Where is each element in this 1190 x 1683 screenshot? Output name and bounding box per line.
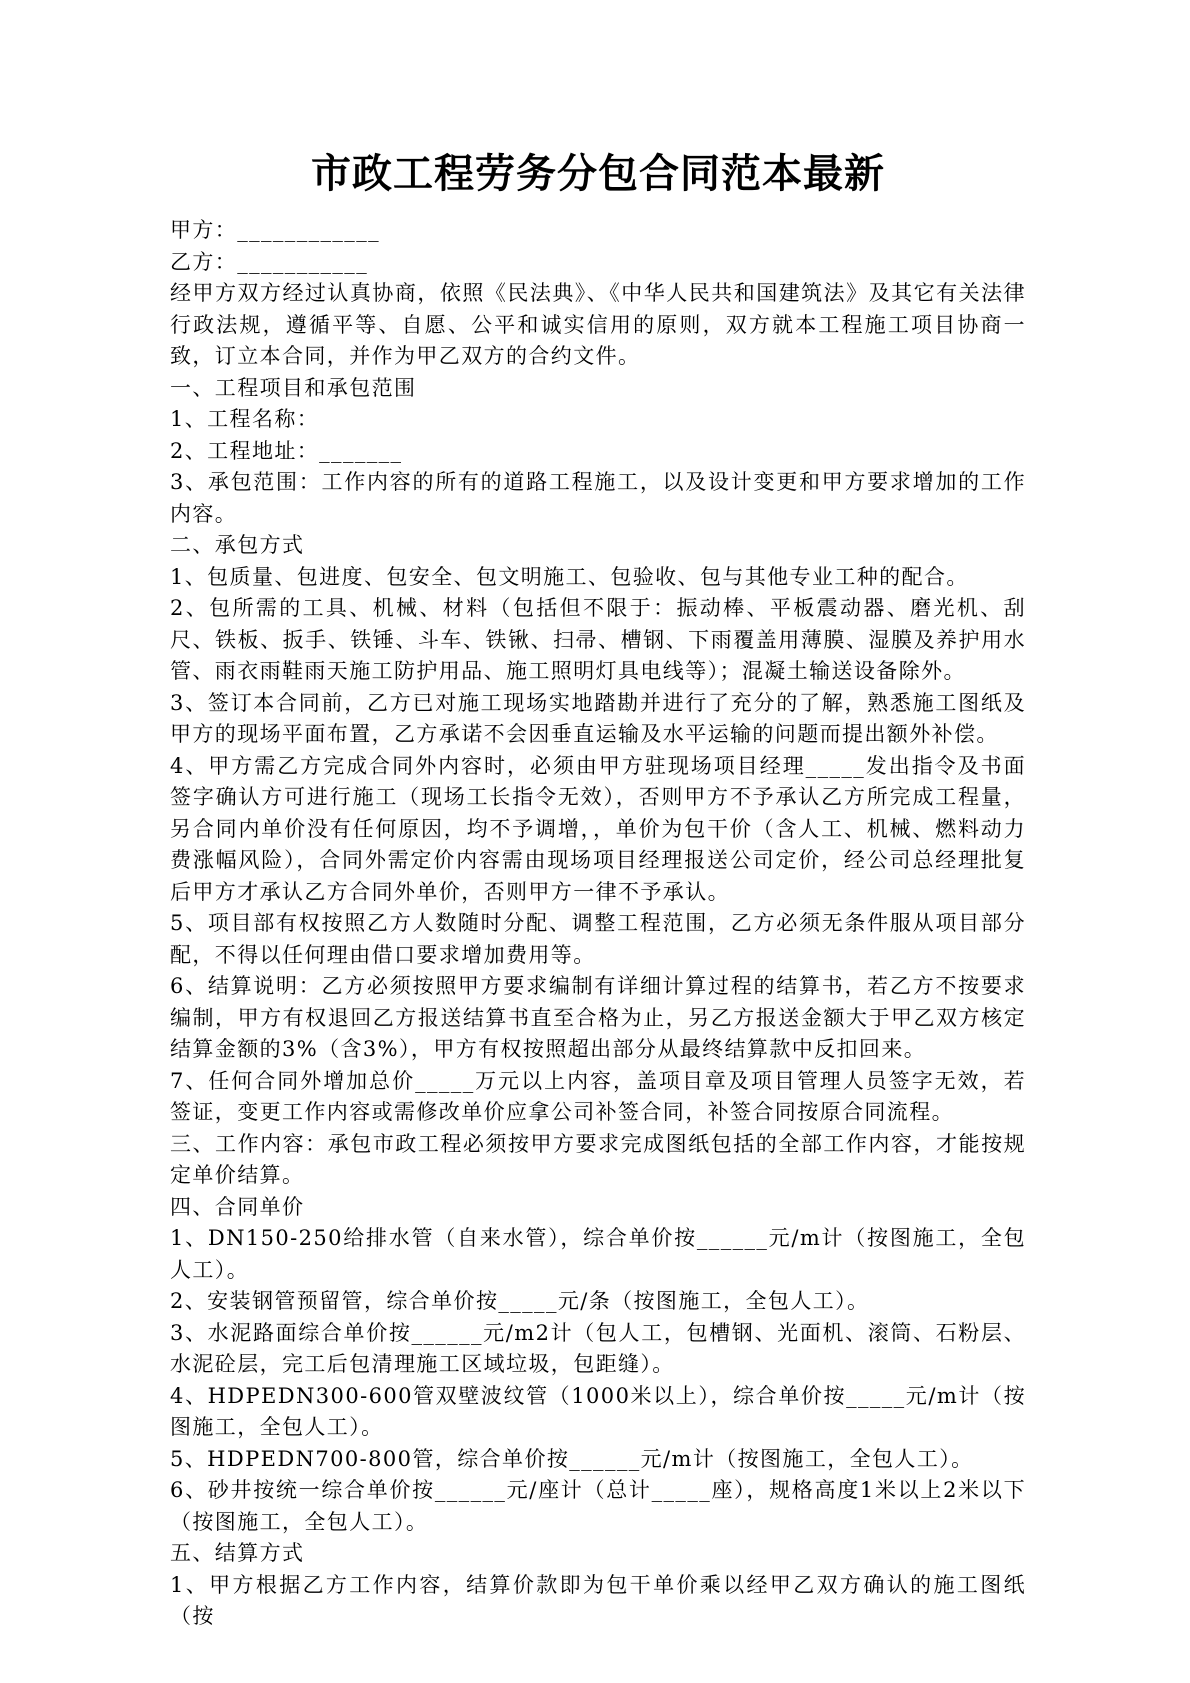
document-title: 市政工程劳务分包合同范本最新 (311, 150, 885, 197)
document-content (170, 0, 1026, 1633)
paragraph-8: 二、承包方式 (170, 533, 305, 557)
paragraph-9: 1、包质量、包进度、包安全、包文明施工、包验收、包与其他专业工种的配合。 (170, 564, 969, 589)
paragraph-21: 4、HDPEDN300-600管双壁波纹管（1000米以上），综合单价按_____元/m计（按图施工，全包人工）。 (170, 1383, 1026, 1439)
paragraph-1: 甲方：____________ (170, 218, 380, 242)
paragraph-17: 四、合同单价 (170, 1194, 305, 1219)
paragraph-4: 一、工程项目和承包范围 (170, 375, 417, 400)
paragraph-3: 经甲方双方经过认真协商，依照《民法典》、《中华人民共和国建筑法》及其它有关法律行政法规，遵循平等、自愿、公平和诚实信用的原则，双方就本工程施工项目协商一致，订立本合同，并作为甲乙双方的合约文件。 (170, 281, 1026, 368)
paragraph-5: 1、工程名称： (170, 407, 320, 431)
paragraph-16: 三、工作内容：承包市政工程必须按甲方要求完成图纸包括的全部工作内容，才能按规定单价结算。 (170, 1131, 1026, 1187)
contract-body (170, 215, 1026, 1633)
paragraph-2: 乙方：___________ (170, 249, 369, 274)
paragraph-23: 6、砂井按统一综合单价按______元/座计（总计_____座），规格高度1米以上2米以下（按图施工，全包人工）。 (170, 1478, 1026, 1534)
paragraph-18: 1、DN150-250给排水管（自来水管），综合单价按______元/m计（按图施工，全包人工）。 (170, 1226, 1026, 1282)
paragraph-19: 2、安装钢管预留管，综合单价按_____元/条（按图施工，全包人工）。 (170, 1289, 870, 1313)
paragraph-13: 5、项目部有权按照乙方人数随时分配、调整工程范围，乙方必须无条件服从项目部分配，不得以任何理由借口要求增加费用等。 (170, 911, 1026, 967)
paragraph-6: 2、工程地址：_______ (170, 438, 403, 463)
paragraph-20: 3、水泥路面综合单价按______元/m2计（包人工，包槽钢、光面机、滚筒、石粉层、水泥砼层，完工后包清理施工区域垃圾，包距缝）。 (170, 1320, 1026, 1376)
paragraph-25: 1、甲方根据乙方工作内容，结算价款即为包干单价乘以经甲乙双方确认的施工图纸（按 (170, 1572, 1026, 1628)
paragraph-15: 7、任何合同外增加总价_____万元以上内容，盖项目章及项目管理人员签字无效，若签证，变更工作内容或需修改单价应拿公司补签合同，补签合同按原合同流程。 (170, 1068, 1026, 1124)
paragraph-11: 3、签订本合同前，乙方已对施工现场实地踏勘并进行了充分的了解，熟悉施工图纸及甲方的现场平面布置，乙方承诺不会因垂直运输及水平运输的问题而提出额外补偿。 (170, 690, 1026, 746)
paragraph-22: 5、HDPEDN700-800管，综合单价按______元/m计（按图施工，全包人工）。 (170, 1446, 974, 1471)
paragraph-24: 五、结算方式 (170, 1541, 305, 1565)
paragraph-14: 6、结算说明：乙方必须按照甲方要求编制有详细计算过程的结算书，若乙方不按要求编制，甲方有权退回乙方报送结算书直至合格为止，另乙方报送金额大于甲乙双方核定结算金额的3%（含3%），甲方有权按照超出部分从最终结算款中反扣回来。 (170, 974, 1026, 1061)
paragraph-10: 2、包所需的工具、机械、材料（包括但不限于：振动棒、平板震动器、磨光机、刮尺、铁板、扳手、铁锤、斗车、铁锹、扫帚、槽钢、下雨覆盖用薄膜、湿膜及养护用水管、雨衣雨鞋雨天施工防护用品、施工照明灯具电线等）；混凝土输送设备除外。 (170, 596, 1026, 683)
paragraph-7: 3、承包范围：工作内容的所有的道路工程施工，以及设计变更和甲方要求增加的工作内容。 (170, 470, 1026, 526)
paragraph-12: 4、甲方需乙方完成合同外内容时，必须由甲方驻现场项目经理_____发出指令及书面签字确认方可进行施工（现场工长指令无效），否则甲方不予承认乙方所完成工程量，另合同内单价没有任何原因，均不予调增，，单价为包干价（含人工、机械、燃料动力费涨幅风险），合同外需定价内容需由现场项目经理报送公司定价，经公司总经理批复后甲方才承认乙方合同外单价，否则甲方一律不予承认。 (170, 753, 1026, 904)
